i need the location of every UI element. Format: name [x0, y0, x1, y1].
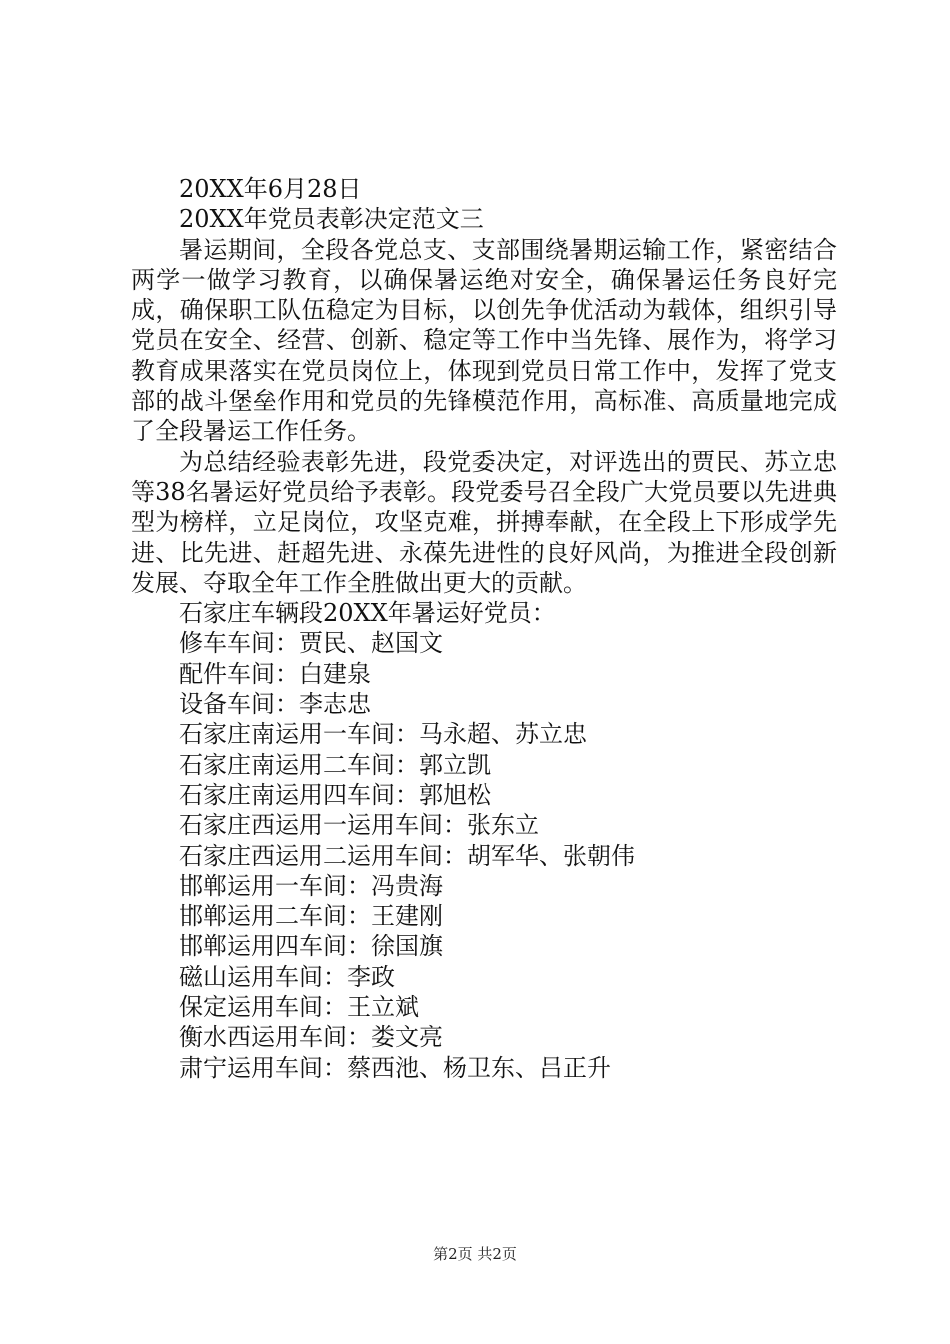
honoree-list-item: 保定运用车间：王立斌: [179, 993, 419, 1022]
honoree-list-heading: 石家庄车辆段20XX年暑运好党员：: [179, 599, 556, 628]
honoree-list-item: 邯郸运用二车间：王建刚: [179, 902, 443, 931]
honoree-list-item: 石家庄西运用二运用车间：胡军华、张朝伟: [179, 841, 635, 870]
honoree-list-item: 设备车间：李志忠: [179, 690, 371, 719]
document-title: 20XX年党员表彰决定范文三: [179, 205, 484, 234]
honoree-list-item: 修车车间：贾民、赵国文: [179, 629, 443, 658]
honoree-list-item: 邯郸运用一车间：冯贵海: [179, 871, 443, 900]
honoree-list-item: 石家庄南运用一车间：马永超、苏立忠: [179, 720, 587, 749]
honoree-list-item: 肃宁运用车间：蔡西池、杨卫东、吕正升: [179, 1053, 611, 1082]
paragraph-summer-transport: 暑运期间，全段各党总支、支部围绕暑期运输工作，紧密结合两学一做学习教育，以确保暑运绝对安全，确保暑运任务良好完成，确保职工队伍稳定为目标，以创先争优活动为载体，组织引导党员在安全、经营、创新、稳定等工作中当先锋、展作为，将学习教育成果落实在党员岗位上，体现到党员日常工作中，发挥了党支部的战斗堡垒作用和党员的先锋模范作用，高标准、高质量地完成了全段暑运工作任务。: [131, 235, 837, 446]
honoree-list: [131, 628, 837, 1082]
paragraph-commendation: 为总结经验表彰先进，段党委决定，对评选出的贾民、苏立忠等38名暑运好党员给予表彰。段党委号召全段广大党员要以先进典型为榜样，立足岗位，攻坚克难，拼搏奉献，在全段上下形成学先进、比先进、赶超先进、永葆先进性的良好风尚，为推进全段创新发展、夺取全年工作全胜做出更大的贡献。: [131, 447, 837, 597]
honoree-list-item: 石家庄南运用二车间：郭立凯: [179, 750, 491, 779]
page-indicator: 第2页 共2页: [433, 1245, 517, 1263]
honoree-list-item: 衡水西运用车间：娄文亮: [179, 1023, 443, 1052]
honoree-list-item: 石家庄南运用四车间：郭旭松: [179, 780, 491, 809]
document-date: 20XX年6月28日: [179, 175, 362, 203]
page-footer: [0, 1244, 950, 1264]
honoree-list-item: 邯郸运用四车间：徐国旗: [179, 932, 443, 961]
document-body: [131, 174, 837, 1083]
honoree-list-item: 磁山运用车间：李政: [179, 962, 395, 991]
honoree-list-item: 石家庄西运用一运用车间：张东立: [179, 811, 539, 840]
honoree-list-item: 配件车间：白建泉: [179, 659, 371, 688]
